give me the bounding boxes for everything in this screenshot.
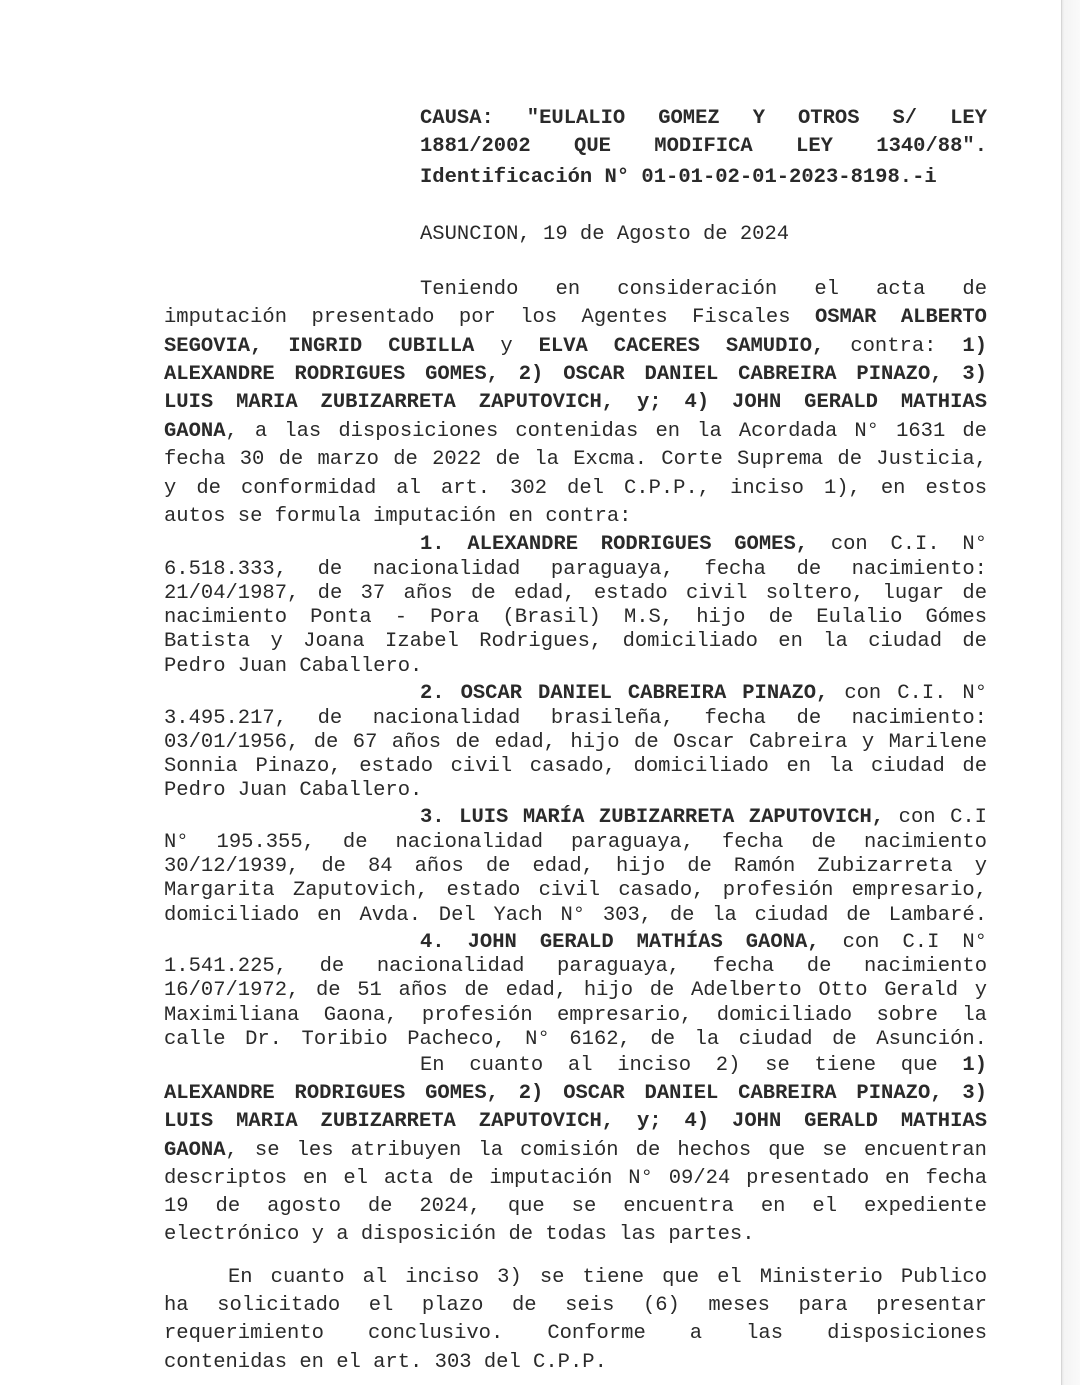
p2-line-7: electrónico y a disposición de todas las partes. xyxy=(164,1223,755,1246)
person-3-ci: con C.I xyxy=(884,806,987,829)
p1-line-2-text: imputación presentado por los Agentes Fiscales xyxy=(164,306,815,329)
person-2-ci: con C.I. N° xyxy=(828,682,987,705)
p1-line-6-text: , a las disposiciones contenidas en la Acordada N° 1631 de xyxy=(225,420,987,443)
person-2-heading xyxy=(420,682,987,706)
causa-line-2: 1881/2002 QUE MODIFICA LEY 1340/88". xyxy=(420,135,987,158)
p2-line-1 xyxy=(420,1054,987,1078)
person-1-line: 21/04/1987, de 37 años de edad, estado civil soltero, lugar de xyxy=(164,582,987,605)
person-3-line: N° 195.355, de nacionalidad paraguaya, fecha de nacimiento xyxy=(164,831,987,854)
person-2-line: Sonnia Pinazo, estado civil casado, domiciliado en la ciudad de xyxy=(164,755,987,778)
causa-line-1: CAUSA: "EULALIO GOMEZ Y OTROS S/ LEY xyxy=(420,107,987,130)
person-4-line: Maximiliana Gaona, profesión empresario, domiciliado sobre la xyxy=(164,1004,987,1027)
person-2-line: 03/01/1956, de 67 años de edad, hijo de Oscar Cabreira y Marilene xyxy=(164,731,987,754)
p1-line-8: y de conformidad al art. 302 del C.P.P., inciso 1), en estos xyxy=(164,477,987,500)
p2-line-4 xyxy=(164,1139,987,1163)
person-1-line: nacimiento Ponta - Pora (Brasil) M.S, hijo de Eulalio Gómes xyxy=(164,606,987,629)
p1-line-3 xyxy=(164,335,987,359)
p2-num-1: 1) xyxy=(962,1054,987,1077)
p2-line-5: descriptos en el acta de imputación N° 09/24 presentado en fecha xyxy=(164,1167,987,1190)
date-line: ASUNCION, 19 de Agosto de 2024 xyxy=(420,223,790,246)
p3-line-2: ha solicitado el plazo de seis (6) meses para presentar xyxy=(164,1294,987,1317)
person-1-line: Pedro Juan Caballero. xyxy=(164,655,423,678)
p1-contra: contra: xyxy=(824,335,963,358)
person-3-line: domiciliado en Avda. Del Yach N° 303, de la ciudad de Lambaré. xyxy=(164,904,987,927)
p2-line-3: LUIS MARIA ZUBIZARRETA ZAPUTOVICH, y; 4) JOHN GERALD MATHIAS xyxy=(164,1110,987,1133)
person-3-line: Margarita Zaputovich, estado civil casado, profesión empresario, xyxy=(164,879,987,902)
p3-line-3: requerimiento conclusivo. Conforme a las disposiciones xyxy=(164,1322,987,1345)
person-2-name: 2. OSCAR DANIEL CABREIRA PINAZO, xyxy=(420,682,829,705)
p2-line-2: ALEXANDRE RODRIGUES GOMES, 2) OSCAR DANIEL CABREIRA PINAZO, 3) xyxy=(164,1082,987,1105)
p1-fiscal-name-3: ELVA CACERES SAMUDIO, xyxy=(538,335,825,358)
p1-line-6 xyxy=(164,420,987,444)
person-4-ci: con C.I N° xyxy=(819,931,987,954)
person-4-line: 16/07/1972, de 51 años de edad, hijo de Adelberto Otto Gerald y xyxy=(164,979,987,1002)
person-2-line: Pedro Juan Caballero. xyxy=(164,779,423,802)
p1-fiscal-names: SEGOVIA, INGRID CUBILLA xyxy=(164,335,475,358)
person-3-line: 30/12/1939, de 84 años de edad, hijo de Ramón Zubizarreta y xyxy=(164,855,987,878)
p2-line-6: 19 de agosto de 2024, que se encuentra en el expediente xyxy=(164,1195,987,1218)
identificacion: Identificación N° 01-01-02-01-2023-8198.-i xyxy=(420,166,937,189)
p2-line-1-text: En cuanto al inciso 2) se tiene que xyxy=(420,1054,963,1077)
person-2-line: 3.495.217, de nacionalidad brasileña, fecha de nacimiento: xyxy=(164,707,987,730)
p1-line-5: LUIS MARIA ZUBIZARRETA ZAPUTOVICH, y; 4) JOHN GERALD MATHIAS xyxy=(164,391,987,414)
p1-fiscal-name-1: OSMAR ALBERTO xyxy=(814,306,987,329)
person-1-name: 1. ALEXANDRE RODRIGUES GOMES, xyxy=(420,533,809,556)
p2-gaona: GAONA xyxy=(164,1139,226,1162)
person-1-ci: con C.I. N° xyxy=(808,533,988,556)
p3-line-4: contenidas en el art. 303 del C.P.P. xyxy=(164,1351,607,1374)
person-1-line: Batista y Joana Izabel Rodrigues, domiciliado en la ciudad de xyxy=(164,630,987,653)
person-4-heading xyxy=(420,931,987,955)
p1-line-1: Teniendo en consideración el acta de xyxy=(420,278,987,301)
person-4-line: calle Dr. Toribio Pacheco, N° 6162, de la ciudad de Asunción. xyxy=(164,1028,987,1051)
person-1-heading xyxy=(420,533,987,557)
p1-y: y xyxy=(474,335,539,358)
p1-line-4: ALEXANDRE RODRIGUES GOMES, 2) OSCAR DANIEL CABREIRA PINAZO, 3) xyxy=(164,363,987,386)
p1-gaona: GAONA xyxy=(164,420,226,443)
p1-num-1: 1) xyxy=(962,335,988,358)
p3-line-1: En cuanto al inciso 3) se tiene que el Ministerio Publico xyxy=(228,1266,987,1289)
person-3-name: 3. LUIS MARÍA ZUBIZARRETA ZAPUTOVICH, xyxy=(420,806,885,829)
p1-line-7: fecha 30 de marzo de 2022 de la Excma. Corte Suprema de Justicia, xyxy=(164,448,987,471)
p2-line-4-text: , se les atribuyen la comisión de hechos que se encuentran xyxy=(225,1139,987,1162)
person-1-line: 6.518.333, de nacionalidad paraguaya, fecha de nacimiento: xyxy=(164,558,987,581)
p1-line-2 xyxy=(164,306,987,330)
p1-line-9: autos se formula imputación en contra: xyxy=(164,505,632,528)
person-3-heading xyxy=(420,806,987,830)
person-4-name: 4. JOHN GERALD MATHÍAS GAONA, xyxy=(420,931,820,954)
person-4-line: 1.541.225, de nacionalidad paraguaya, fecha de nacimiento xyxy=(164,955,987,978)
